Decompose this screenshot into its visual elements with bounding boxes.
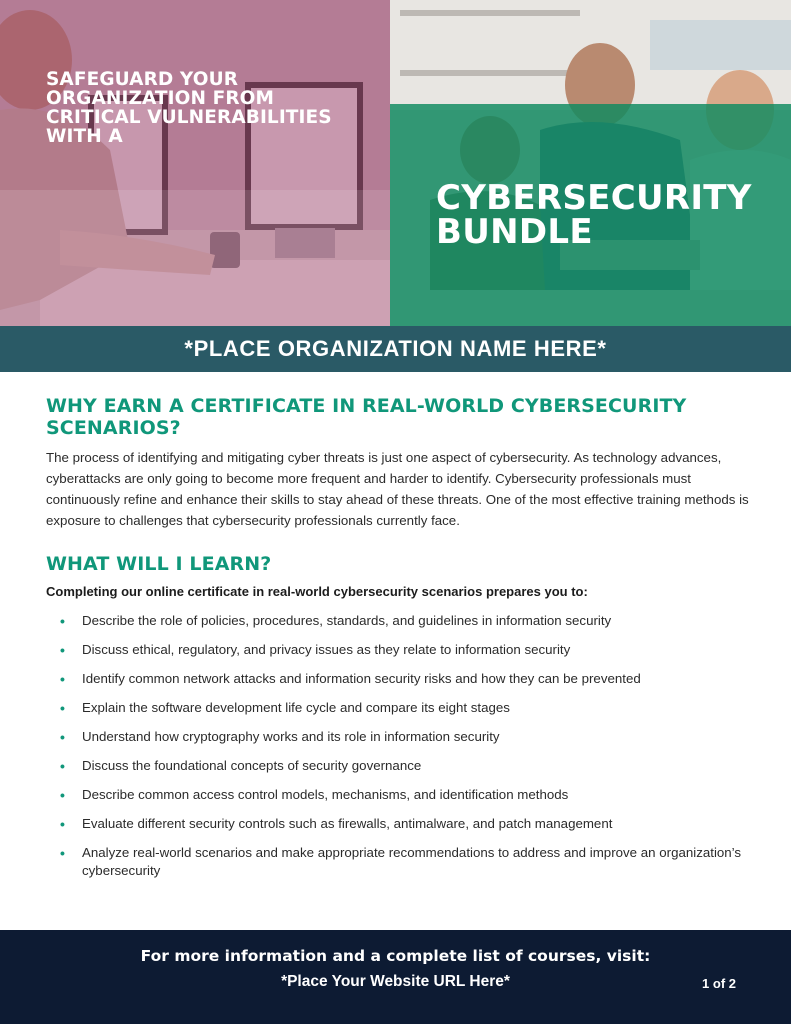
list-item [60,815,750,833]
hero-photo [0,0,791,326]
bullet-icon: • [60,816,65,832]
website-url-placeholder[interactable]: *Place Your Website URL Here* [281,973,510,990]
organization-name-bar [0,326,791,372]
list-item-text: Discuss the foundational concepts of security governance [82,758,422,773]
list-item [60,844,750,880]
bullet-icon: • [60,642,65,658]
footer [0,930,791,1024]
list-item [60,757,750,775]
list-item-text: Describe the role of policies, procedures, standards, and guidelines in information security [82,613,612,628]
organization-name-placeholder: *PLACE ORGANIZATION NAME HERE* [184,336,607,361]
hero-title-line1: CYBERSECURITY [436,178,752,218]
learning-objectives-list [60,612,750,891]
list-item [60,728,750,746]
list-item-text: Identify common network attacks and information security risks and how they can be prevented [82,671,641,686]
bullet-icon: • [60,758,65,774]
bullet-icon: • [60,729,65,745]
list-item-text: Evaluate different security controls such as firewalls, antimalware, and patch management [82,816,613,831]
list-item-text: Understand how cryptography works and its role in information security [82,729,500,744]
hero-title-line2: BUNDLE [436,212,593,252]
hero-tagline: SAFEGUARD YOUR ORGANIZATION FROM CRITICAL VULNERABILITIES WITH A [46,69,332,147]
list-item-text: Discuss ethical, regulatory, and privacy issues as they relate to information security [82,642,571,657]
learn-intro: Completing our online certificate in real-world cybersecurity scenarios prepares you to: [46,584,588,599]
list-item [60,786,750,804]
why-earn-body: The process of identifying and mitigating cyber threats is just one aspect of cybersecurity. As technology advances, cyberattacks are only going to become more frequent and harder to identify. Cybersecurity professionals must continuously refine and enhance their skills to stay ahead of these threats. One of the most effective training methods is exposure to challenges that cybersecurity professionals currently face. [46,450,749,528]
list-item [60,641,750,659]
what-will-i-learn-heading: WHAT WILL I LEARN? [46,553,272,575]
list-item-text: Analyze real-world scenarios and make appropriate recommendations to address and improve an organization’s cybersecurity [82,845,742,878]
bullet-icon: • [60,700,65,716]
hero-banner [0,0,791,326]
why-earn-heading: WHY EARN A CERTIFICATE IN REAL-WORLD CYBERSECURITY SCENARIOS? [46,395,687,439]
list-item [60,670,750,688]
footer-info-text: For more information and a complete list of courses, visit: [140,947,651,965]
hero-title [436,178,752,252]
bullet-icon: • [60,845,65,861]
list-item [60,612,750,630]
page-number: 1 of 2 [702,976,736,991]
list-item [60,699,750,717]
bullet-icon: • [60,787,65,803]
bullet-icon: • [60,613,65,629]
list-item-text: Describe common access control models, mechanisms, and identification methods [82,787,569,802]
list-item-text: Explain the software development life cycle and compare its eight stages [82,700,510,715]
bullet-icon: • [60,671,65,687]
